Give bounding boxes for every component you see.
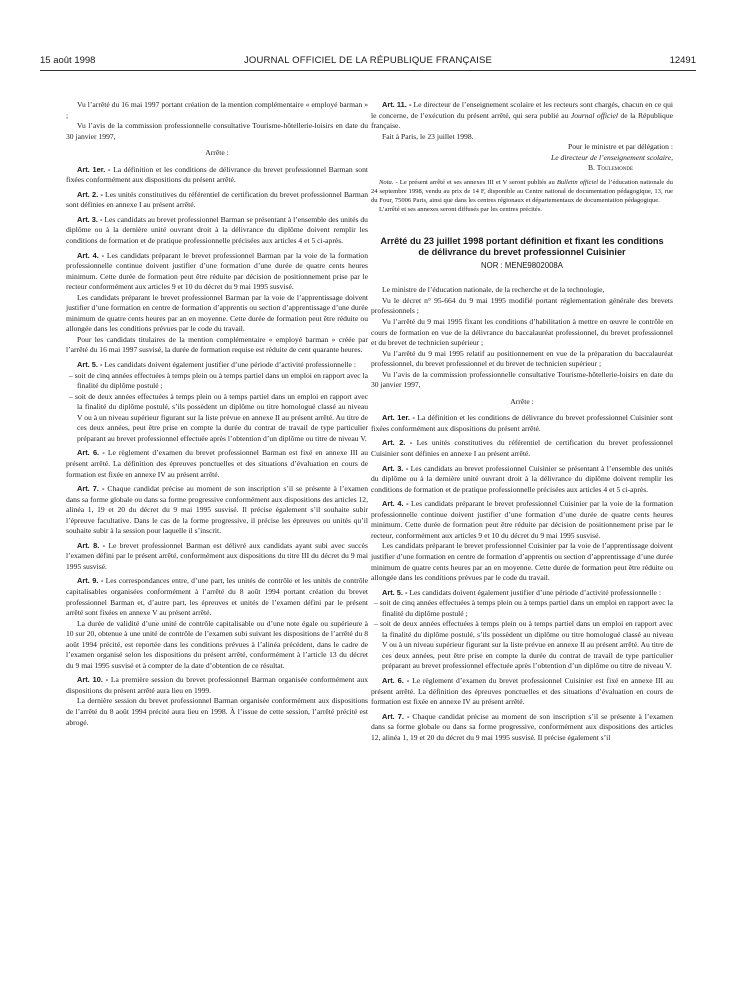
nota-paragraph: L’arrêté et ses annexes seront diffusés par les centres précités. [379,205,542,213]
article-11: Art. 11. - Le directeur de l’enseignement scolaire et les recteurs sont chargés, chacun en ce qui le concerne, de l’exécution du présent arrêté, qui sera publié au Journal officiel de la République française. [371,100,674,131]
arrete-heading: Arrête : [205,148,229,158]
article-label: Art. 2. - [77,189,103,199]
article-paragraph: Les candidats préparant le brevet professionnel Cuisinier par la voie de l’apprentissage doivent justifier d’une formation en centre de formation d’apprentis ou section d’apprentissage d’une durée minimum de quatre cents heures par an en moyenne. Cette durée de formation peut être réduite ou allongée dans les conditions prévues par le code du travail. [371,541,673,583]
article-label: Art. 8. - [77,540,106,550]
article-label: Art. 7. - [382,711,410,721]
signature-title: Le directeur de l’enseignement scolaire, [551,152,673,162]
article-label: Art. 2. - [382,438,413,448]
article-7: Art. 7. - Chaque candidat précise au moment de son inscription s’il se présente à l’examen dans sa forme globale ou dans sa forme progressive, conformément aux dispositions des articles 12, alinéa 1, 19 et 20 du décret du 9 mai 1995 susvisé. Il précise également s’il [371,711,673,742]
list-item: – soit de deux années effectuées à temps plein ou à temps partiel dans un emploi en rapport avec la finalité du diplôme postulé, s’ils possèdent un diplôme ou titre homologué classé au niveau V ou à un niveau supérieur figurant sur la liste prévue en annexe II au présent arrêté. Au titre de ces deux années, peut être prise en compte la durée du contrat de travail de type particulier préparant au brevet professionnel effectuée après l’obtention d’un diplôme ou titre de niveau V. [69,391,368,443]
article-label: Art. 3. - [77,214,103,224]
article-paragraph: Les candidats préparant le brevet professionnel Barman par la voie de l’apprentissage doivent justifier d’une formation en centre de formation d’apprentis ou section d’apprentissage d’une durée minimum de quatre cents heures par an en moyenne. Cette durée de formation peut être réduite ou allongée dans les conditions prévues par le code du travail. [66,292,368,334]
article-5: Art. 5. - Les candidats doivent également justifier d’une période d’activité professionnelle : [77,360,356,370]
article-paragraph: Pour les candidats titulaires de la mention complémentaire « employé barman » créée par l’arrêté du 16 mai 1997 susvisé, la durée de formation requise est réduite de cent quarante heures. [66,334,368,355]
signature-line: Pour le ministre et par délégation : [567,142,673,152]
article-8: Art. 8. - Le brevet professionnel Barman est délivré aux candidats ayant subi avec succès l’examen défini par le présent arrêté, conformément aux dispositions du titre III du décret du 9 mai 1995 susvisé. [66,540,368,571]
journal-title: JOURNAL OFFICIEL DE LA RÉPUBLIQUE FRANÇAISE [243,55,493,66]
article-label: Art. 11. - [382,100,412,109]
article-6: Art. 6. - Le règlement d’examen du brevet professionnel Barman est fixé en annexe III au présent arrêté. La définition des épreuves ponctuelles et des situations d’évaluation en cours de formation est fixée en annexe IV au présent arrêté. [66,448,368,479]
article-label: Art. 7. - [77,484,105,494]
article-2: Art. 2. - Les unités constitutives du référentiel de certification du brevet professionnel Barman sont définies en annexe I au présent arrêté. [66,189,368,210]
page-number: 12491 [669,55,696,66]
visa-paragraph: Vu l’avis de la commission professionnelle consultative Tourisme-hôtellerie-loisirs en date du 30 janvier 1997, [371,369,673,390]
list-item: – soit de cinq années effectuées à temps plein ou à temps partiel dans un emploi en rapport avec la finalité du diplôme postulé ; [69,370,368,391]
header-date: 15 août 1998 [40,55,96,66]
signatory-name: B. Toulemonde [587,163,633,173]
article-label: Art. 4. - [382,499,409,509]
arrete-heading: Arrête : [510,396,534,406]
article-4: Art. 4. - Les candidats préparant le brevet professionnel Barman par la voie de la formation professionnelle continue doivent justifier d’une formation d’une durée de quatre cents heures minimum. Cette durée de formation peut être réduite par décision de positionnement prise par le recteur conformément aux articles 9 et 10 du décret du 9 mai 1995 susvisé. [66,250,368,292]
article-3: Art. 3. - Les candidats au brevet professionnel Barman se présentant à l’ensemble des unités du diplôme ou à la dernière unité ouvrant droit à la délivrance du diplôme doivent remplir les conditions de formation et de pratique professionnelle précisées aux articles 4 et 5 ci-après. [66,214,368,246]
page-header [40,55,696,69]
nota-paragraph: Nota. - Le présent arrêté et ses annexes III et V seront publiés au Bulletin officiel de l’éducation nationale du 24 septembre 1998, vendu au prix de 14 F, disponible au Centre national de documentation pédagogique, 13, rue du Four, 75006 Paris, ainsi que dans les centres régionaux et départementaux de documentation pédagogique. [371,178,673,204]
article-label: Art. 6. - [77,448,105,458]
article-label: Art. 10. - [77,675,109,685]
nor-reference: NOR : MENE9802008A [481,260,563,270]
minister-intro: Le ministre de l’éducation nationale, de la recherche et de la technologie, [382,285,605,295]
list-item: – soit de cinq années effectuées à temps plein ou à temps partiel dans un emploi en rapport avec la finalité du diplôme postulé ; [374,598,673,618]
signature-date: Fait à Paris, le 23 juillet 1998. [382,131,474,141]
article-label: Art. 9. - [77,576,104,586]
right-column [371,100,673,743]
left-column [66,100,368,728]
article-1: Art. 1er. - La définition et les conditions de délivrance du brevet professionnel Cuisinier sont fixées conformément aux dispositions du présent arrêté. [371,413,674,433]
article-label: Art. 1er. - [382,413,415,423]
article-label: Art. 6. - [382,675,410,685]
list-item: – soit de deux années effectuées à temps plein ou à temps partiel dans un emploi en rapport avec la finalité du diplôme postulé, s’ils possèdent un diplôme ou titre homologué classé au niveau V ou à un niveau supérieur figurant sur la liste prévue en annexe II au présent arrêté. Au titre de ces deux années, peut être prise en compte la durée du contrat de travail de type particulier préparant au brevet professionnel effectuée après l’obtention d’un diplôme ou titre de niveau V. [374,619,673,671]
decree-title: Arrêté du 23 juillet 1998 portant définition et fixant les conditions de délivrance du brevet professionnel Cuisinier [380,235,664,257]
article-2: Art. 2. - Les unités constitutives du référentiel de certification du brevet professionnel Cuisinier sont définies en annexe I au présent arrêté. [371,438,674,459]
article-7: Art. 7. - Chaque candidat précise au moment de son inscription s’il se présente à l’examen dans sa forme globale ou dans sa forme progressive conformément aux dispositions des articles 12, alinéa 1, 19 et 20 du décret du 9 mai 1995 susvisé. Il précise également s’il souhaite subir l’épreuve facultative. Dans le cas de la forme progressive, il précise les épreuves ou unités qu’il souhaite subir à la session pour laquelle il s’inscrit. [66,484,368,536]
article-10: Art. 10. - La première session du brevet professionnel Barman organisée conformément aux dispositions du présent arrêté aura lieu en 1999. [66,675,368,695]
condition-list [66,371,368,445]
article-5: Art. 5. - Les candidats doivent également justifier d’une période d’activité professionnelle : [382,587,661,597]
article-4: Art. 4. - Les candidats préparant le brevet professionnel Cuisinier par la voie de la formation professionnelle continue doivent justifier d’une formation d’une durée de quatre cents heures minimum. Cette durée de formation peut être réduite par décision de positionnement prise par le recteur, conformément aux articles 9 et 10 du décret du 9 mai 1995 susvisé. [371,499,673,540]
article-paragraph: La durée de validité d’une unité de contrôle capitalisable ou d’une note égale ou supérieure à 10 sur 20, obtenue à une unité de contrôle de l’examen subi suivant les dispositions de l’arrêté du 8 août 1994 précité, est reportée dans les conditions prévues à l’alinéa précédent, dans le cadre de l’examen organisé selon les dispositions du présent arrêté, conformément à l’article 13 du décret du 9 mai 1995 susvisé et à compter de la date d’obtention de ce résultat. [66,618,368,670]
article-9: Art. 9. - Les correspondances entre, d’une part, les unités de contrôle et les unités de contrôle capitalisables organisées conformément à l’arrêté du 8 août 1994 portant création du brevet professionnel Barman et, d’autre part, les épreuves et unités de l’examen défini par le présent arrêté sont fixées en annexe V au présent arrêté. [66,576,369,618]
article-label: Art. 5. - [382,587,408,597]
article-3: Art. 3. - Les candidats au brevet professionnel Cuisinier se présentant à l’ensemble des unités du diplôme ou à la dernière unité ouvrant droit à la délivrance du diplôme doivent remplir les conditions de formation et de pratique professionnelle précisées aux articles 4 et 5 ci-après. [371,463,673,494]
article-label: Art. 5. - [77,360,103,370]
visa-paragraph: Vu l’arrêté du 16 mai 1997 portant création de la mention complémentaire « employé barman » ; [66,100,368,120]
header-rule [40,70,696,71]
visa-paragraph: Vu l’arrêté du 9 mai 1995 fixant les conditions d’habilitation à mettre en œuvre le contrôle en cours de formation en vue de la délivrance du baccalauréat professionnel, du brevet professionnel et du brevet de technicien supérieur ; [371,317,673,348]
article-6: Art. 6. - Le règlement d’examen du brevet professionnel Cuisinier est fixé en annexe III au présent arrêté. La définition des épreuves ponctuelles et des situations d’évaluation en cours de formation est fixée en annexe IV au présent arrêté. [371,675,673,707]
article-1: Art. 1er. - La définition et les conditions de délivrance du brevet professionnel Barman sont fixées conformément aux dispositions du présent arrêté. [66,164,368,185]
article-label: Art. 3. - [382,463,409,473]
condition-list [371,598,673,672]
visa-paragraph: Vu l’arrêté du 9 mai 1995 relatif au positionnement en vue de la préparation du baccalauréat professionnel, du brevet professionnel et du brevet de technicien supérieur ; [371,348,673,369]
visa-paragraph: Vu le décret n° 95-664 du 9 mai 1995 modifié portant réglementation générale des brevets professionnels ; [371,295,673,316]
article-label: Art. 4. - [77,250,105,260]
article-paragraph: La dernière session du brevet professionnel Barman organisée conformément aux dispositions de l’arrêté du 8 août 1994 précité aura lieu en 1998. À l’issue de cette session, l’arrêté précité est abrogé. [66,696,368,727]
visa-paragraph: Vu l’avis de la commission professionnelle consultative Tourisme-hôtellerie-loisirs en date du 30 janvier 1997, [66,121,368,141]
article-label: Art. 1er. - [77,164,111,174]
